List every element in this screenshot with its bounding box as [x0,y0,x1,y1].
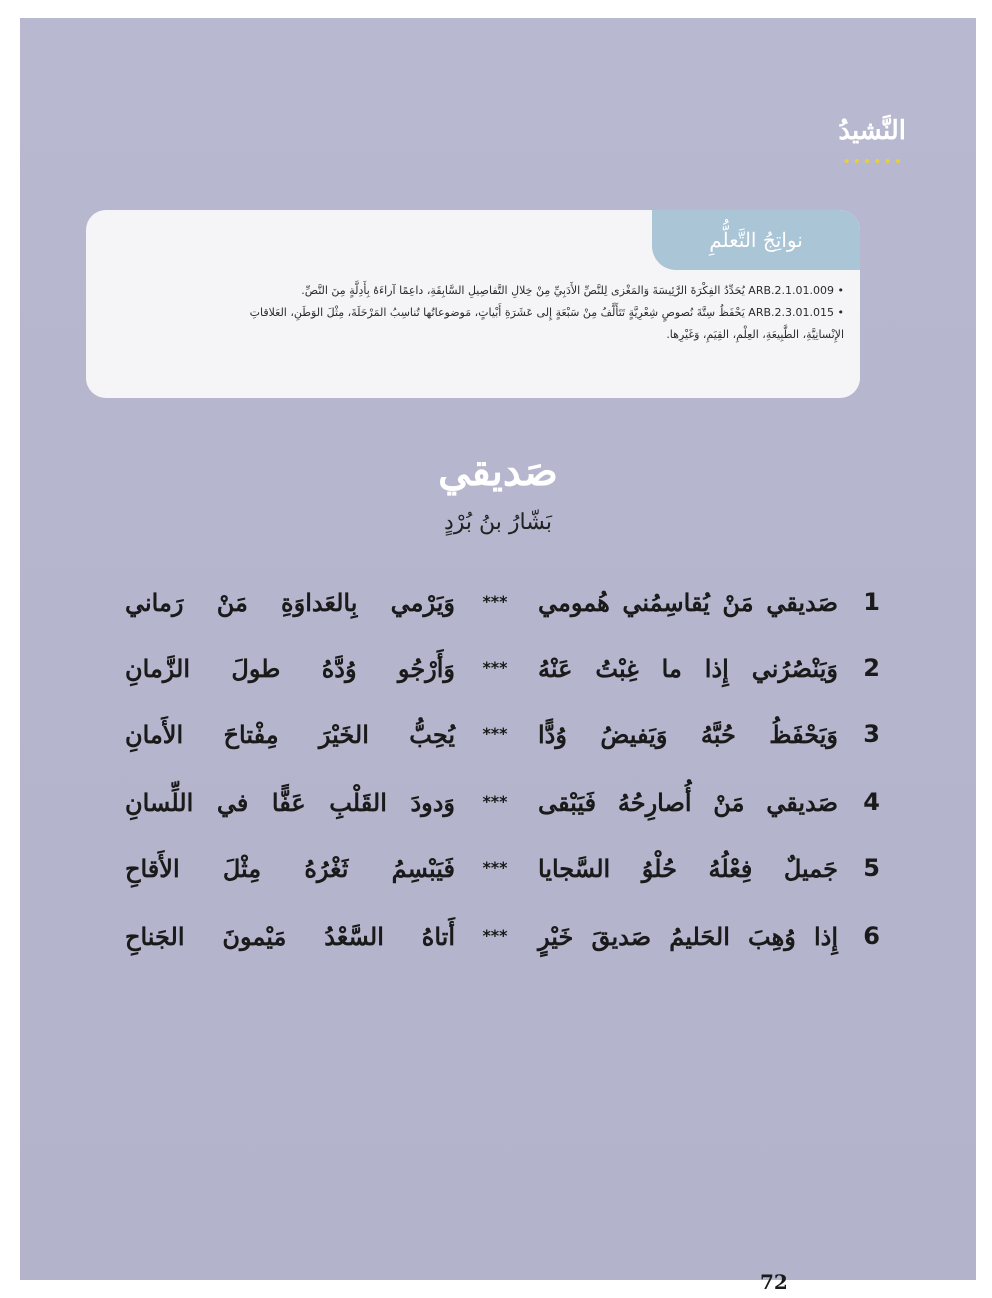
outcome-text: يُحَدِّدُ الفِكْرَةَ الرَّئِيسَةَ وَالمَغْزى لِلنَّصِّ الأَدَبِيِّ مِنْ خِلالِ التَّفاصِيلِ السَّابِقَةِ، داعِمًا آراءَهُ بِأَدِلَّةٍ مِنَ النَّصِّ. [301,284,745,297]
learning-outcomes-box [86,210,860,398]
outcome-code: ARB.2.3.01.015 [748,306,834,319]
verse-separator: *** [482,926,508,945]
verse-number: 3 [863,720,880,748]
verse-second-hemistich: أَتاهُ السَّعْدُ مَيْمونَ الجَناحِ [125,922,455,951]
verse-separator: *** [482,858,508,877]
verse-number: 6 [863,922,880,950]
verse-first-hemistich: صَديقي مَنْ أُصارِحُهُ فَيَبْقى [538,788,838,817]
verse-first-hemistich: صَديقي مَنْ يُقاسِمُني هُمومي [538,588,838,617]
poem-verse [110,654,880,694]
poem-verse [110,720,880,760]
poem-verse [110,788,880,828]
outcome-item: • ARB.2.1.01.009 يُحَدِّدُ الفِكْرَةَ الرَّئِيسَةَ وَالمَغْزى لِلنَّصِّ الأَدَبِيِّ مِنْ خِلالِ التَّفاصِيلِ السَّابِقَةِ، داعِمًا آراءَهُ بِأَدِلَّةٍ مِنَ النَّصِّ. [301,284,844,297]
verse-first-hemistich: جَميلٌ فِعْلُهُ حُلْوُ السَّجايا [538,854,838,883]
verse-number: 2 [863,654,880,682]
verse-number: 5 [863,854,880,882]
verse-separator: *** [482,658,508,677]
verse-number: 1 [863,588,880,616]
outcome-code: ARB.2.1.01.009 [748,284,834,297]
outcome-item: • ARB.2.3.01.015 يَحْفَظُ سِتَّةَ نُصوصٍ شِعْرِيَّةٍ تَتَأَلَّفُ مِنْ سَبْعَةٍ إِلى عَشَرَةِ أَبْياتٍ، مَوضوعاتُها تُناسِبُ المَرْحَلَةَ، مِثْلَ الوَطَنِ، العَلاقاتِ الإِنْسانِيَّةِ، الطَّبِيعَةِ، العِلْمِ، القِيَمِ، وَغَيْرِها. [249,306,844,341]
verse-first-hemistich: وَيَحْفَظُ حُبَّهُ وَيَفيضُ وُدًّا [538,720,838,749]
outcome-text: يَحْفَظُ سِتَّةَ نُصوصٍ شِعْرِيَّةٍ تَتَأَلَّفُ مِنْ سَبْعَةٍ إِلى عَشَرَةِ أَبْياتٍ، مَوضوعاتُها تُناسِبُ المَرْحَلَةَ، مِثْلَ الوَطَنِ، العَلاقاتِ الإِنْسانِيَّةِ، الطَّبِيعَةِ، العِلْمِ، القِيَمِ، وَغَيْرِها. [249,306,844,341]
poem-title: صَديقي [438,448,558,495]
poem-verse [110,588,880,628]
verse-first-hemistich: إِذا وُهِبَ الحَليمُ صَديقَ خَيْرٍ [538,922,838,951]
section-title: النَّشيدُ [838,116,906,146]
verse-second-hemistich: وَيَرْمي بِالعَداوَةِ مَنْ رَماني [125,588,455,617]
verse-first-hemistich: وَيَنْصُرُني إِذا ما غِبْتُ عَنْهُ [538,654,838,683]
verse-second-hemistich: وَدودَ القَلْبِ عَفًّا في اللِّسانِ [125,788,455,817]
verse-second-hemistich: يُحِبُّ الخَيْرَ مِفْتاحَ الأَمانِ [125,720,455,749]
learning-outcomes-list [244,280,844,346]
decorative-dots: •••••• [842,154,904,170]
poem-verse [110,922,880,962]
verse-separator: *** [482,792,508,811]
verse-number: 4 [863,788,880,816]
poet-name: بَشّارُ بنُ بُرْدٍ [444,510,552,535]
verse-separator: *** [482,724,508,743]
learning-outcomes-title: نواتِجُ التَّعلُّمِ [652,210,860,270]
poem-verse [110,854,880,894]
verse-second-hemistich: وَأَرْجُو وُدَّهُ طولَ الزَّمانِ [125,654,455,683]
page-number: 72 [760,1270,788,1294]
verse-separator: *** [482,592,508,611]
verse-second-hemistich: فَيَبْسِمُ ثَغْرُهُ مِثْلَ الأَقاحِ [125,854,455,883]
textbook-page [20,18,976,1294]
